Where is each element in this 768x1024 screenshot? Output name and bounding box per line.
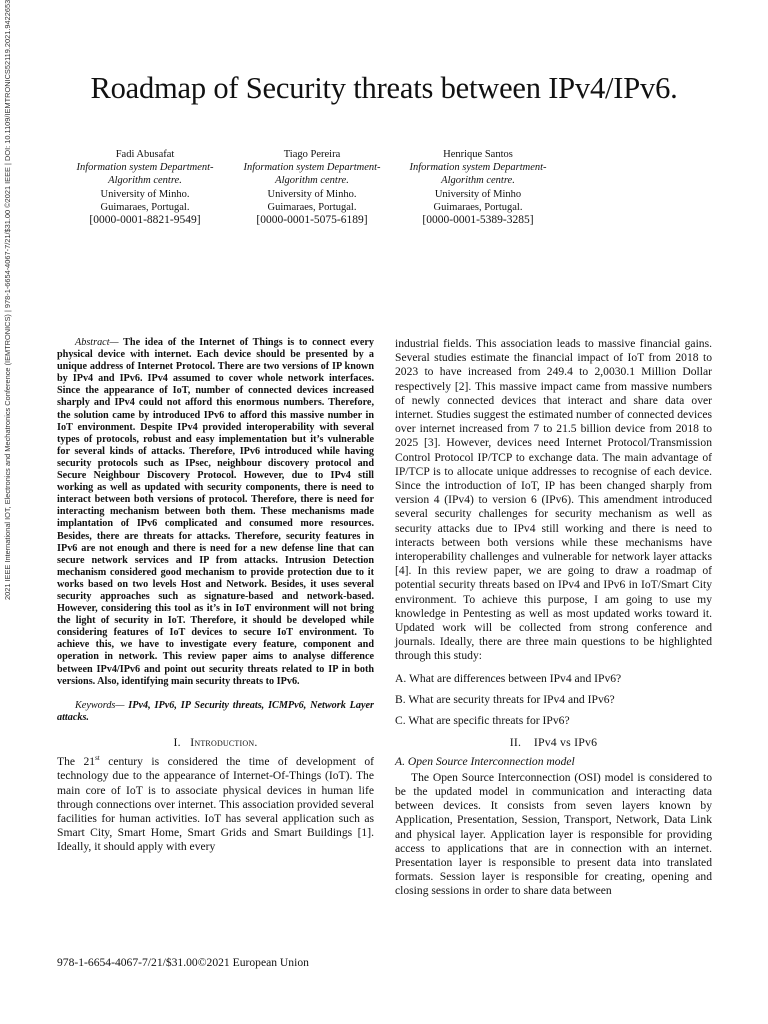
- author-name: Fadi Abusafat: [115, 149, 175, 160]
- author-city: Guimaraes, Portugal.: [100, 201, 190, 213]
- section-heading-introduction: [57, 735, 374, 749]
- author-orcid: [0000-0001-8821-9549]: [89, 214, 201, 227]
- ieee-side-note: 2021 IEEE International IOT, Electronics and Mechatronics Conference (IEMTRONICS) | 978-1-6654-4067-7/21/$31.00 ©2021 IEEE | DOI: 10.1109/IEMTRONICS52119.2021.9422653: [3, 0, 12, 600]
- abstract-label: Abstract—: [75, 337, 119, 348]
- section-number: I.: [173, 734, 181, 749]
- author-2: [227, 148, 397, 227]
- superscript: st: [95, 754, 100, 763]
- author-name: Tiago Pereira: [283, 149, 341, 160]
- keywords: [57, 700, 374, 724]
- author-affiliation: Algorithm centre.: [441, 175, 515, 187]
- section-title: IPv4 vs IPv6: [533, 735, 598, 750]
- author-university: University of Minho.: [100, 188, 190, 200]
- list-item: A. What are differences between IPv4 and IPv6?: [395, 671, 622, 685]
- author-affiliation: Algorithm centre.: [108, 175, 182, 187]
- right-column: [395, 337, 712, 899]
- section-title: Introduction.: [190, 734, 258, 749]
- author-affiliation: Information system Department-: [76, 162, 214, 174]
- section-number: II.: [509, 735, 522, 750]
- left-column: [57, 337, 374, 855]
- author-affiliation: Algorithm centre.: [275, 175, 349, 187]
- author-city: Guimaraes, Portugal.: [433, 201, 523, 213]
- author-3: [393, 148, 563, 227]
- list-item: B. What are security threats for IPv4 and IPv6?: [395, 692, 615, 706]
- osi-paragraph: The Open Source Interconnection (OSI) model is considered to be the updated model in communication and interacting data between devices. It consists from seven layers known by Application, Presentation, Session, Transport, Network, Data Link and physical layer. Application layer is responsible for providing access to applications that are in connection with an internet. Presentation layer is responsible to present data into translated formats. Session layer is responsible for creating, opening and closing sessions in order to share data between: [395, 770, 712, 898]
- author-1: [60, 148, 230, 227]
- author-block: [0, 148, 768, 238]
- author-affiliation: Information system Department-: [243, 162, 381, 174]
- list-item: C. What are specific threats for IPv6?: [395, 714, 570, 728]
- abstract: [57, 337, 374, 688]
- intro-paragraph: [57, 755, 374, 854]
- author-orcid: [0000-0001-5389-3285]: [422, 214, 534, 227]
- intro-paragraph-continued: industrial fields. This association leads to massive financial gains. Several studies estimate the financial impact of IoT from 2018 to 2023 to have increased from 249.4 to 2,0030.1 Million Dollar respectively [2]. This massive impact came from massive numbers of newly connected devices that interact and share data over internet. Studies suggest the estimated number of connected devices over internet increased from 7 to 21.5 billion device from 2018 to 2025 [3]. However, devices need Internet Protocol/Transmission Control Protocol IP/TCP to exchange data. The main advantage of IP/TCP is to allocate unique addresses to recognise of each device. Since the introduction of IoT, IP has been changed sharply from version 4 (IPv4) to version 6 (IPv6). This amendment introduced several security challenges for security mechanism as well as security attacks due to IPv4 still working and there is need to interacts between both versions while these mechanisms have interoperability challenges and vulnerable for network layer attacks [4]. In this review paper, we are going to draw a roadmap of potential security threats based on IPv4 and IPv6 in IoT/Smart City environment. To achieve this purpose, I am going to use my knowledge in Pentesting as well as most updated works toward it. Updated work will be collected from strong conference and journals. Ideally, there are three main questions to be highlighted through this study:: [395, 337, 712, 663]
- subsection-heading: A. Open Source Interconnection model: [395, 755, 575, 769]
- keywords-text: IPv4, IPv6, IP Security threats, ICMPv6, Network Layer attacks.: [57, 699, 374, 723]
- author-university: University of Minho: [434, 188, 522, 200]
- intro-text-rest: century is considered the time of development of technology due to the appearance of Internet-Of-Things (IoT). The main core of IoT is to associate physical devices in human life through connections over internet. This association provided several facilities for human activities. IoT has several application such as Smart City, Smart Home, Smart Grids and Smart Buildings [1]. Ideally, it should apply with every: [57, 755, 374, 854]
- intro-text-start: The 21: [57, 755, 96, 769]
- author-affiliation: Information system Department-: [409, 162, 547, 174]
- author-city: Guimaraes, Portugal.: [267, 201, 357, 213]
- footer-copyright: 978-1-6654-4067-7/21/$31.00©2021 European Union: [57, 956, 309, 969]
- author-name: Henrique Santos: [443, 149, 513, 160]
- keywords-label: Keywords—: [75, 699, 125, 711]
- author-university: University of Minho.: [267, 188, 357, 200]
- author-orcid: [0000-0001-5075-6189]: [256, 214, 368, 227]
- section-heading-ipv4-vs-ipv6: [395, 735, 712, 749]
- research-questions: [395, 672, 712, 729]
- paper-title: Roadmap of Security threats between IPv4/IPv6.: [90, 71, 678, 105]
- abstract-text: The idea of the Internet of Things is to connect every physical device with internet. Each device should be presented by a unique address of Internet Protocol. There are two versions of IP known by IPv4 and IPv6. IPv4 assumed to cover whole network interfaces. Since the appearance of IoT, number of connected devices increased sharply and IPv4 could not afford this enormous numbers. Therefore, the solution came by introduced IPv6 to afford this massive number in IoT environment. Despite IPv4 provided interoperability with several types of protocols, robust and easy implementation but it’s vulnerable for several kinds of attacks. Therefore, IPv6 introduced while having security protocols such as IPsec, neighbour discovery protocol and Secure Neighbour Discovery Protocol. However, due to IPv4 still working as well as updated with security components, there is need to interact between both versions of protocol. Therefore, there is need for interacting mechanism between both them. These mechanisms made implantation of IPv6 complicated and consumed more resources. Besides, there are threats for attacks. Therefore, security features in IPv6 are not enough and there is need for a new defense line that can secure network services and IP from attacks. Intrusion Detection mechanism considered good mechanism to provide protection due to it works based on two levels Host and Network. Besides, it uses several security approaches such as signature-based and network-based. However, considering this tool as it’s in IoT environment will not bring the light of security in IoT. Therefore, it should be developed while considering features of IoT devices to secure IoT environment. To achieve this, we have to investigate every feature, component and operation in network. This review paper aims to analyse difference between IPv4/IPv6 and point out security threats related to IP in both versions. Also, identifying main security threats to IPv6.: [57, 337, 374, 687]
